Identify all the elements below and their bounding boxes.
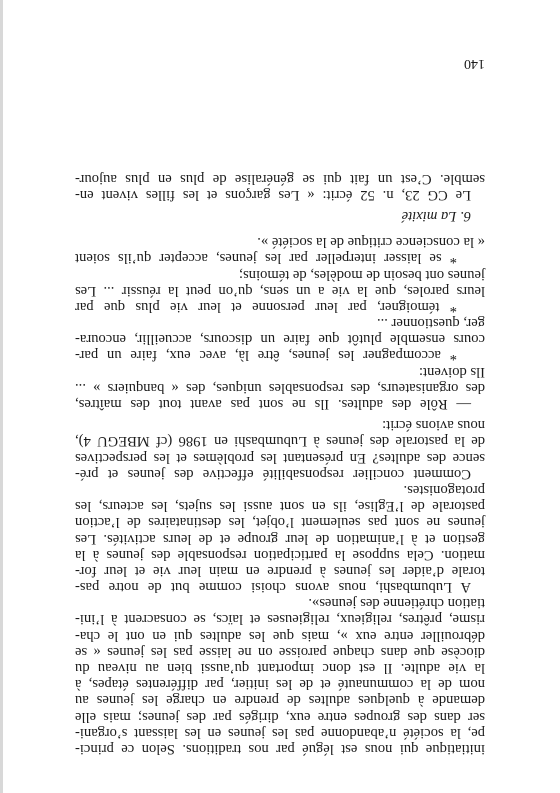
text-line: protagonistes. [403, 482, 485, 498]
text-line: nous avions écrit: [382, 417, 485, 434]
text-line: jeunes ont besoin de modèles, de témoins; [238, 266, 485, 283]
page-body-text [75, 170, 485, 757]
text-line: cours ensemble plutôt que faire un discours, accueillir, encoura- [75, 331, 485, 348]
page-number: 140 [464, 56, 485, 71]
text-line: Le CG 23, n. 52 écrit: « Les garçons et les filles vivent en- [75, 186, 471, 203]
text-line: diocèse que dans chaque paroisse on ne laisse pas les jeunes « se [75, 643, 485, 660]
text-line: pe, la société n’abandonne pas les jeunes en les laissant s’organi- [75, 724, 485, 741]
text-line: des organisateurs, des responsables uniques, des « banquiers » ... [75, 379, 485, 396]
text-line: nom de la communauté et de les initier, par différentes étapes, à [75, 676, 485, 693]
text-line: * se laisser interpeller par les jeunes, accepter qu’ils soient [75, 250, 457, 267]
section-heading: 6. La mixité [401, 208, 471, 224]
text-line: débrouiller entre eux », mais que les adultes qui en ont le cha- [75, 627, 485, 644]
text-line: ser dans des groupes entre eux, dirigés par des jeunes; mais elle [75, 708, 485, 725]
text-line: initiatique qui nous est légué par nos traditions. Selon ce princi- [75, 741, 485, 757]
text-line: leurs paroles, que la vie a un sens, qu’on peut la réussir ... Les [75, 282, 485, 299]
text-line: * accompagner les jeunes, être là, avec eux, faire un par- [75, 347, 457, 364]
scan-edge [0, 0, 3, 793]
text-line: Comment concilier responsabilité effective des jeunes et pré- [75, 465, 471, 482]
text-line: semble. C’est un fait qui se généralise de plus en plus aujour- [75, 170, 485, 187]
text-line: « la conscience critique de la société ». [257, 234, 485, 251]
text-line: mation. Cela suppose la participation responsable des jeunes à la [75, 546, 485, 563]
text-line: de la pastorale des jeunes à Lubumbashi en 1986 (cf MBEGU 4), [75, 433, 485, 450]
text-line: jeunes ne sont pas seulement l’objet, les destinataires de l’action [75, 514, 485, 531]
text-line: ger, questionner ... [376, 315, 485, 332]
text-line: sence des adultes? En présentant les problèmes et les perspectives [75, 449, 485, 466]
text-line: la vie adulte. Il est donc important qu’aussi bien au niveau du [75, 660, 485, 677]
text-line: pastorale de l’Eglise, ils en sont aussi les sujets, les acteurs, les [75, 498, 485, 515]
text-line: — Rôle des adultes. Ils ne sont pas avant tout des maîtres, [75, 396, 471, 413]
text-line: A Lubumbashi, nous avons choisi comme but de notre pas- [75, 579, 471, 596]
text-line: risme, prêtres, religieux, religieuses et laïcs, se consacrent à l’ini- [75, 611, 485, 628]
text-line: * témoigner, par leur personne et leur vie plus que par [75, 298, 457, 315]
text-line: torale d’aider les jeunes à prendre en main leur vie et leur for- [75, 562, 485, 579]
text-line: demande à quelques adultes de prendre en charge les jeunes au [75, 692, 485, 709]
text-line: tiation chrétienne des jeunes». [308, 595, 485, 612]
text-line: Ils doivent: [418, 363, 485, 380]
text-line: gestion et à l’animation de leur groupe et de leurs activités. Les [75, 530, 485, 547]
